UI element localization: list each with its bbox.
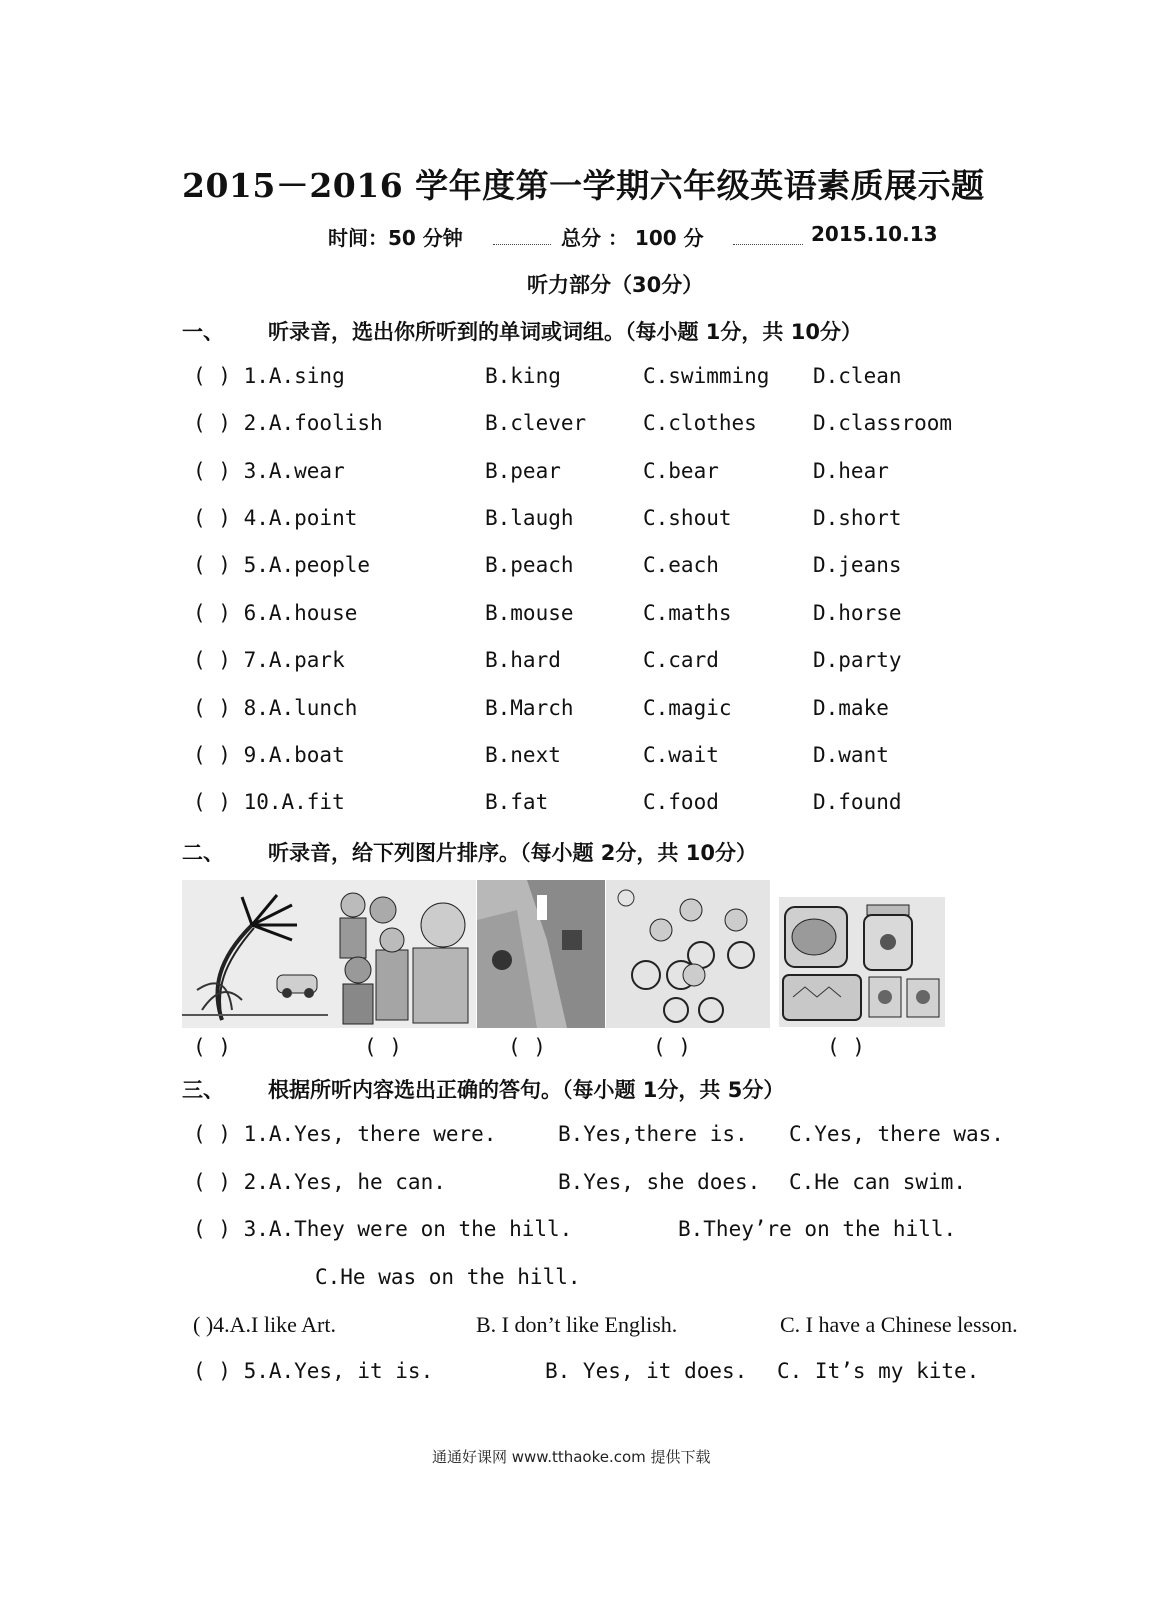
s1-item-b: B.peach bbox=[485, 553, 574, 577]
s1-item-b: B.fat bbox=[485, 790, 549, 814]
s1-item-a: ( ) 4.A.point bbox=[193, 506, 358, 530]
s1-item-d: D.clean bbox=[813, 364, 902, 388]
s1-item-a: ( ) 1.A.sing bbox=[193, 364, 345, 388]
exam-date: 2015.10.13 bbox=[811, 222, 938, 246]
s1-item-d: D.hear bbox=[813, 459, 889, 483]
s1-item-a: ( ) 6.A.house bbox=[193, 601, 358, 625]
section2-heading: 听录音，给下列图片排序。（每小题 2分，共 10分） bbox=[268, 841, 757, 865]
s3-q5-c: C. It’s my kite. bbox=[777, 1359, 980, 1383]
s3-q1-b: B.Yes,there is. bbox=[558, 1122, 748, 1146]
section1-number: 一、 bbox=[182, 320, 224, 344]
s1-item-b: B.next bbox=[485, 743, 561, 767]
s1-item-d: D.found bbox=[813, 790, 902, 814]
s1-item-c: C.shout bbox=[643, 506, 732, 530]
s1-item-c: C.food bbox=[643, 790, 719, 814]
s1-item-b: B.clever bbox=[485, 411, 587, 435]
picture-blank: ( ) bbox=[653, 1035, 691, 1059]
s1-item-a: ( ) 10.A.fit bbox=[193, 790, 345, 814]
listening-header: 听力部分（30分） bbox=[527, 273, 704, 297]
s1-item-a: ( ) 5.A.people bbox=[193, 553, 371, 577]
s1-item-c: C.clothes bbox=[643, 411, 757, 435]
s1-item-c: C.maths bbox=[643, 601, 732, 625]
s3-q1-c: C.Yes, there was. bbox=[789, 1122, 1004, 1146]
s1-item-a: ( ) 9.A.boat bbox=[193, 743, 345, 767]
picture-blank: ( ) bbox=[827, 1035, 865, 1059]
s1-item-c: C.card bbox=[643, 648, 719, 672]
picture-crowd bbox=[328, 880, 476, 1028]
picture-blank: ( ) bbox=[364, 1035, 402, 1059]
s3-q4-b: B. I don’t like English. bbox=[476, 1312, 678, 1337]
s1-item-b: B.March bbox=[485, 696, 574, 720]
picture-bikes bbox=[606, 880, 770, 1028]
s3-q3-b: B.They’re on the hill. bbox=[678, 1217, 957, 1241]
exam-total: 总分 ： 100 分 bbox=[561, 226, 704, 250]
s3-q4-a: ( )4.A.I like Art. bbox=[193, 1312, 336, 1337]
s3-q4-c: C. I have a Chinese lesson. bbox=[780, 1312, 1018, 1337]
s1-item-c: C.bear bbox=[643, 459, 719, 483]
s1-item-c: C.swimming bbox=[643, 364, 770, 388]
s1-item-d: D.want bbox=[813, 743, 889, 767]
s1-item-c: C.each bbox=[643, 553, 719, 577]
picture-food bbox=[779, 897, 945, 1027]
s3-q3-a: ( ) 3.A.They were on the hill. bbox=[193, 1217, 573, 1241]
s1-item-b: B.mouse bbox=[485, 601, 574, 625]
s1-item-c: C.wait bbox=[643, 743, 719, 767]
s1-item-b: B.hard bbox=[485, 648, 561, 672]
s3-q5-b: B. Yes, it does. bbox=[545, 1359, 748, 1383]
s1-item-b: B.king bbox=[485, 364, 561, 388]
section1-heading: 听录音，选出你所听到的单词或词组。（每小题 1分，共 10分） bbox=[268, 320, 862, 344]
s1-item-a: ( ) 3.A.wear bbox=[193, 459, 345, 483]
picture-blank: ( ) bbox=[193, 1035, 231, 1059]
page-title: 2015－2016 学年度第一学期六年级英语素质展示题 bbox=[182, 166, 985, 205]
s1-item-c: C.magic bbox=[643, 696, 732, 720]
dotted-separator bbox=[493, 230, 551, 245]
section2-number: 二、 bbox=[182, 841, 224, 865]
s3-q2-a: ( ) 2.A.Yes, he can. bbox=[193, 1170, 446, 1194]
s1-item-d: D.party bbox=[813, 648, 902, 672]
picture-blank: ( ) bbox=[508, 1035, 546, 1059]
s3-q3-c: C.He was on the hill. bbox=[315, 1265, 581, 1289]
s1-item-a: ( ) 7.A.park bbox=[193, 648, 345, 672]
s1-item-d: D.classroom bbox=[813, 411, 953, 435]
picture-abstract bbox=[477, 880, 605, 1028]
s1-item-b: B.pear bbox=[485, 459, 561, 483]
exam-time: 时间：50 分钟 bbox=[328, 226, 463, 250]
section3-heading: 根据所听内容选出正确的答句。（每小题 1分，共 5分） bbox=[268, 1078, 785, 1102]
s1-item-d: D.jeans bbox=[813, 553, 902, 577]
dotted-separator bbox=[733, 230, 803, 245]
s3-q1-a: ( ) 1.A.Yes, there were. bbox=[193, 1122, 497, 1146]
picture-palm-tree bbox=[182, 880, 328, 1028]
s1-item-a: ( ) 2.A.foolish bbox=[193, 411, 383, 435]
s1-item-b: B.laugh bbox=[485, 506, 574, 530]
s1-item-d: D.make bbox=[813, 696, 889, 720]
s1-item-a: ( ) 8.A.lunch bbox=[193, 696, 358, 720]
s3-q2-c: C.He can swim. bbox=[789, 1170, 967, 1194]
section3-number: 三、 bbox=[182, 1078, 224, 1102]
footer-credit: 通通好课网 www.tthaoke.com 提供下载 bbox=[432, 1448, 711, 1466]
s1-item-d: D.short bbox=[813, 506, 902, 530]
s3-q2-b: B.Yes, she does. bbox=[558, 1170, 761, 1194]
s3-q5-a: ( ) 5.A.Yes, it is. bbox=[193, 1359, 434, 1383]
s1-item-d: D.horse bbox=[813, 601, 902, 625]
